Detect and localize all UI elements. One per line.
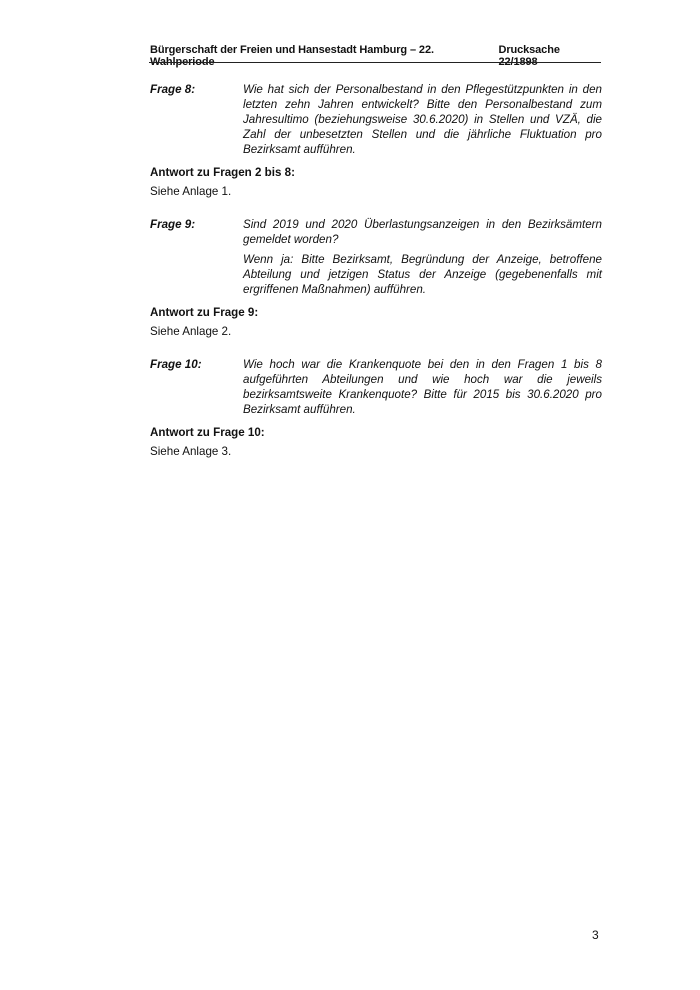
question <box>150 357 602 417</box>
question <box>150 217 602 297</box>
question-text <box>243 217 602 297</box>
document-number: Drucksache 22/1898 <box>498 44 560 68</box>
question-text <box>243 357 602 417</box>
question <box>150 82 602 157</box>
answer-text: Siehe Anlage 1. <box>150 185 232 198</box>
answer-heading: Antwort zu Fragen 2 bis 8: <box>150 166 295 179</box>
question-text <box>243 82 602 157</box>
question-block-10 <box>150 357 602 459</box>
question-paragraph: Wie hat sich der Personalbestand in den Pflegestützpunkten in den letzten zehn Jahren entwickelt? Bitte den Personalbestand zum Jahresultimo (beziehungsweise 30.6.2020) in Stellen und VZÄ, die Zahl der unbesetzten Stellen und die jährliche Fluktuation pro Bezirksamt aufführen. <box>243 83 602 156</box>
answer-text: Siehe Anlage 2. <box>150 325 232 338</box>
question-paragraph: Wenn ja: Bitte Bezirksamt, Begründung der Anzeige, betroffene Abteilung und jetzigen Status der Anzeige (gegebenenfalls mit ergriffenen Maßnahmen) aufführen. <box>243 253 602 296</box>
question-paragraph: Sind 2019 und 2020 Überlastungsanzeigen in den Bezirksämtern gemeldet worden? <box>243 218 602 246</box>
document-body <box>150 82 602 459</box>
answer-heading: Antwort zu Frage 10: <box>150 426 265 439</box>
header-divider <box>149 62 601 63</box>
question-paragraph: Wie hoch war die Krankenquote bei den in den Fragen 1 bis 8 aufgeführten Abteilungen und wie hoch war die jeweils bezirksamtsweite Krankenquote? Bitte für 2015 bis 30.6.2020 pro Bezirksamt aufführen. <box>243 358 602 416</box>
question-block-9 <box>150 217 602 339</box>
answer-heading: Antwort zu Frage 9: <box>150 306 259 319</box>
question-label: Frage 9: <box>150 218 196 231</box>
question-label: Frage 10: <box>150 358 202 371</box>
question-label: Frage 8: <box>150 83 196 96</box>
question-block-8 <box>150 82 602 199</box>
page-number: 3 <box>592 928 599 942</box>
answer-text: Siehe Anlage 3. <box>150 445 232 458</box>
header-title: Bürgerschaft der Freien und Hansestadt Hamburg – 22. Wahlperiode <box>150 44 434 68</box>
page-header <box>150 44 601 68</box>
